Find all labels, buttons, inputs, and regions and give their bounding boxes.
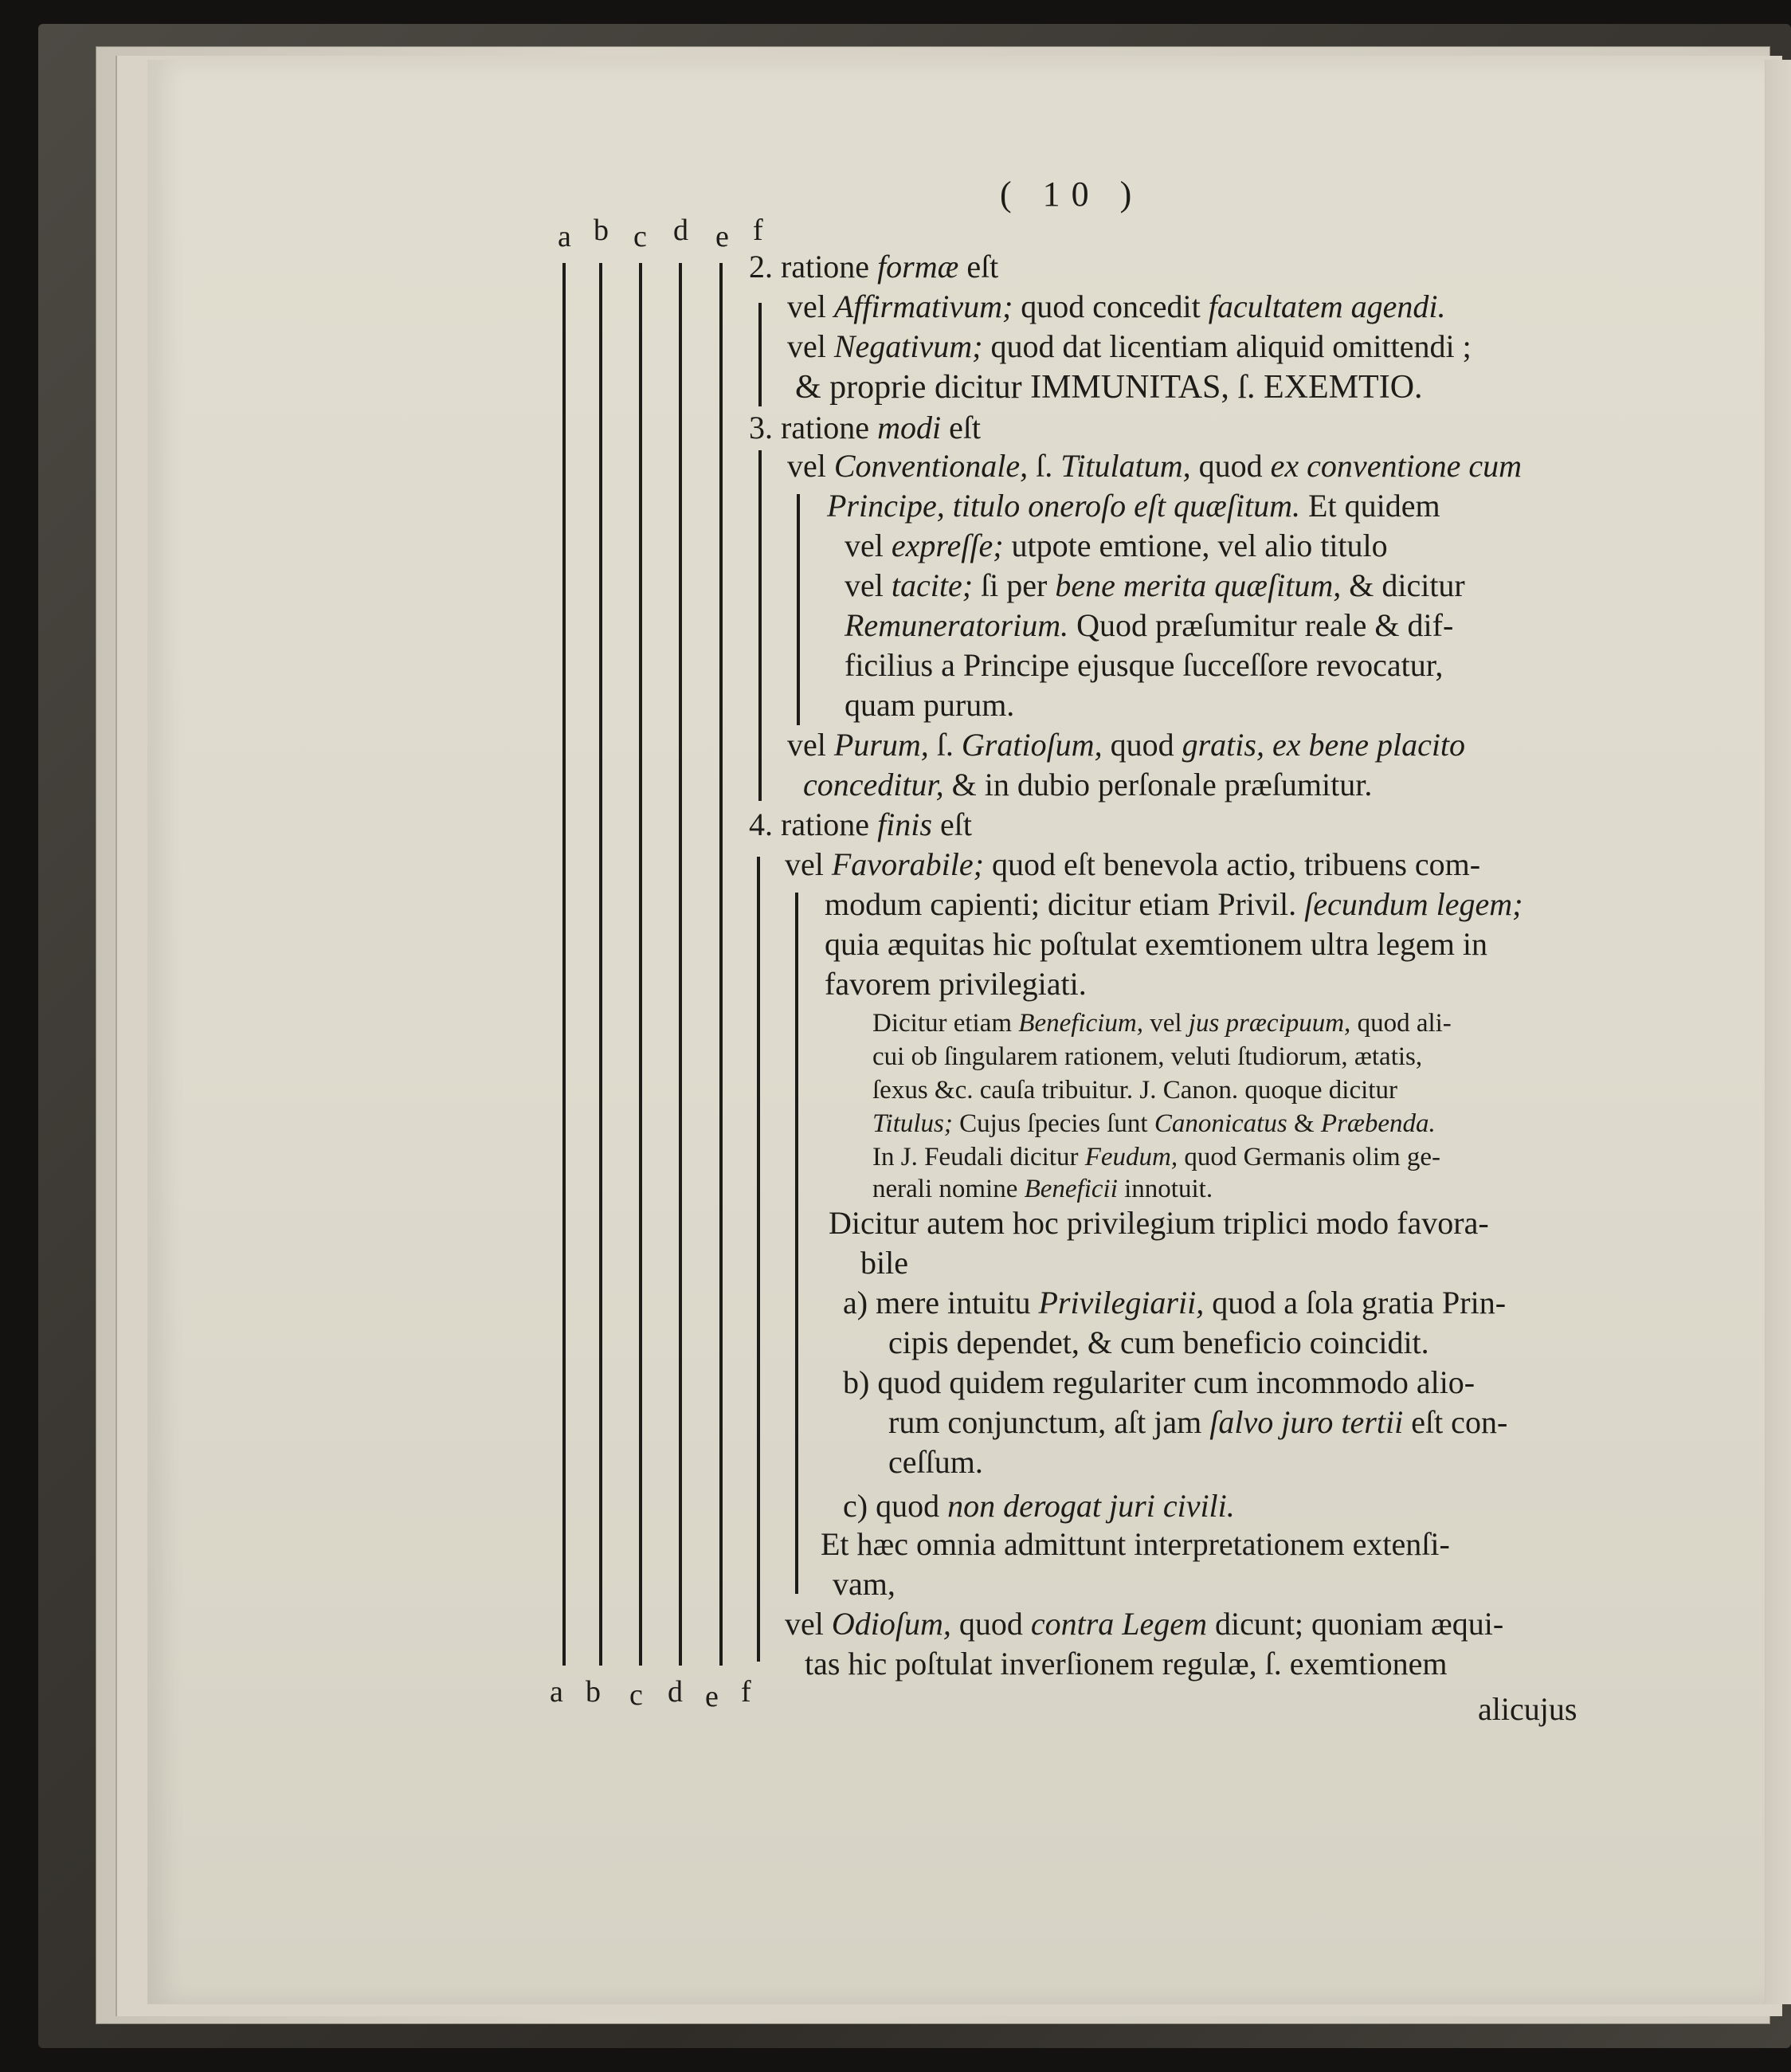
italic-text-segment: jus præcipuum, bbox=[1188, 1009, 1351, 1038]
text-line-1 bbox=[749, 251, 998, 283]
text-segment: vel bbox=[1142, 1009, 1189, 1038]
italic-text-segment: Beneficium, bbox=[1018, 1009, 1143, 1038]
text-line-18 bbox=[825, 928, 1487, 960]
italic-text-segment: facultatem agendi. bbox=[1208, 288, 1446, 324]
text-segment: vel bbox=[845, 567, 892, 603]
text-segment: favorem privilegiati. bbox=[825, 966, 1087, 1002]
text-line-6 bbox=[787, 450, 1522, 482]
text-line-13 bbox=[787, 729, 1465, 761]
text-line-7 bbox=[827, 490, 1440, 522]
text-line-20 bbox=[872, 1010, 1452, 1037]
column-letter-top-a: a bbox=[558, 220, 571, 253]
column-letter-bottom-e: e bbox=[705, 1680, 719, 1713]
text-line-9 bbox=[845, 567, 1465, 603]
bracket-line-e bbox=[719, 263, 723, 1666]
italic-text-segment: bene merita quæſitum, bbox=[1055, 567, 1342, 603]
text-segment: eſt bbox=[941, 410, 982, 445]
italic-text-segment: ſecundum legem; bbox=[1304, 886, 1523, 922]
text-segment: ſ. bbox=[928, 727, 962, 763]
italic-text-segment: ex conventione cum bbox=[1270, 448, 1523, 484]
bracket-line-d bbox=[679, 263, 682, 1666]
text-line-23 bbox=[872, 1111, 1436, 1137]
bracket-line-f-sub2 bbox=[758, 450, 762, 801]
text-segment: quod ali- bbox=[1350, 1009, 1452, 1038]
italic-text-segment: Feudum, bbox=[1084, 1143, 1178, 1171]
text-segment: vel bbox=[787, 448, 834, 484]
italic-text-segment: conceditur, bbox=[803, 767, 944, 803]
text-line-21 bbox=[872, 1044, 1422, 1070]
text-segment: eſt con- bbox=[1403, 1404, 1508, 1440]
text-line-27 bbox=[860, 1247, 908, 1279]
text-segment: b) quod quidem regulariter cum incommodo alio- bbox=[843, 1364, 1476, 1400]
text-segment: innotuit. bbox=[1117, 1175, 1213, 1203]
text-segment: quod Germanis olim ge- bbox=[1178, 1143, 1441, 1171]
text-segment: Et quidem bbox=[1300, 488, 1440, 524]
text-segment: & dicitur bbox=[1341, 567, 1465, 603]
facing-page-edge bbox=[1761, 60, 1791, 2004]
text-line-30 bbox=[843, 1364, 1476, 1400]
text-segment: vel bbox=[785, 846, 832, 882]
text-segment: quod dat licentiam aliquid omittendi ; bbox=[982, 328, 1472, 364]
bracket-line-f-sub3 bbox=[757, 857, 760, 1662]
italic-text-segment: Canonicatus bbox=[1154, 1109, 1287, 1138]
column-letter-bottom-f: f bbox=[741, 1675, 751, 1709]
italic-text-segment: Remuneratorium. bbox=[845, 607, 1069, 643]
text-segment: ficilius a Principe ejusque ſucceſſore revocatur, bbox=[845, 647, 1444, 683]
italic-text-segment: Purum, bbox=[833, 727, 929, 763]
column-letter-top-f: f bbox=[753, 214, 763, 247]
text-segment: nerali nomine bbox=[872, 1175, 1025, 1203]
text-line-14 bbox=[803, 769, 1372, 801]
text-segment: dicunt; quoniam æqui- bbox=[1206, 1606, 1504, 1642]
column-letter-bottom-a: a bbox=[550, 1675, 563, 1709]
text-segment: cipis dependet, & cum beneficio coincidit. bbox=[888, 1324, 1429, 1360]
text-segment: Cujus ſpecies ſunt bbox=[952, 1109, 1154, 1138]
text-segment: Dicitur autem hoc privilegium triplici modo favora- bbox=[829, 1205, 1489, 1241]
text-line-26 bbox=[829, 1207, 1489, 1239]
text-segment: 3. ratione bbox=[749, 410, 878, 445]
italic-text-segment: Conventionale, bbox=[833, 448, 1029, 484]
text-line-28 bbox=[843, 1287, 1506, 1319]
text-segment: quam purum. bbox=[845, 687, 1015, 723]
italic-text-segment: modi bbox=[877, 410, 942, 445]
italic-text-segment: Titulatum, bbox=[1060, 448, 1191, 484]
text-segment: 2. ratione bbox=[749, 249, 878, 285]
text-line-37 bbox=[805, 1648, 1447, 1680]
text-segment: 4. ratione bbox=[749, 806, 878, 842]
italic-text-segment: Gratioſum, bbox=[961, 727, 1103, 763]
column-letter-top-c: c bbox=[633, 220, 647, 253]
text-line-34 bbox=[821, 1528, 1450, 1560]
text-segment: quod eſt benevola actio, tribuens com- bbox=[983, 846, 1481, 882]
italic-text-segment: Odioſum, bbox=[831, 1606, 951, 1642]
italic-text-segment: expreſſe; bbox=[891, 528, 1004, 563]
italic-text-segment: Principe, titulo oneroſo eſt quæſitum. bbox=[827, 488, 1301, 524]
text-line-12 bbox=[845, 689, 1014, 721]
text-segment: bile bbox=[860, 1245, 908, 1281]
text-segment: Quod præſumitur reale & dif- bbox=[1068, 607, 1454, 643]
column-letter-bottom-d: d bbox=[668, 1675, 683, 1709]
bracket-line-g-sub3 bbox=[795, 893, 798, 1594]
text-segment: quod bbox=[1102, 727, 1182, 763]
bracket-line-f-sub1 bbox=[758, 303, 762, 406]
text-segment: quod a ſola gratia Prin- bbox=[1204, 1285, 1507, 1321]
text-line-24 bbox=[872, 1144, 1440, 1171]
text-segment: alicujus bbox=[1478, 1691, 1577, 1727]
text-segment: vam, bbox=[833, 1566, 896, 1602]
text-line-36 bbox=[785, 1608, 1503, 1640]
italic-text-segment: Titulus; bbox=[872, 1109, 953, 1138]
text-segment: vel bbox=[787, 328, 834, 364]
bracket-line-g-sub2 bbox=[797, 494, 800, 725]
text-line-10 bbox=[845, 607, 1454, 643]
text-line-17 bbox=[825, 886, 1523, 922]
text-segment: modum capienti; dicitur etiam Privil. bbox=[825, 886, 1305, 922]
text-line-15 bbox=[749, 806, 972, 842]
text-segment: & in dubio perſonale præſumitur. bbox=[943, 767, 1373, 803]
text-line-16 bbox=[785, 846, 1481, 882]
italic-text-segment: Privilegiarii, bbox=[1038, 1285, 1205, 1321]
text-segment: ſ. bbox=[1028, 448, 1061, 484]
text-segment: rum conjunctum, aſt jam bbox=[888, 1404, 1210, 1440]
text-segment: eſt bbox=[931, 806, 972, 842]
italic-text-segment: Favorabile; bbox=[831, 846, 984, 882]
text-segment: quia æquitas hic poſtulat exemtionem ultra legem in bbox=[825, 926, 1488, 962]
text-segment: Et hæc omnia admittunt interpretationem extenſi- bbox=[821, 1526, 1450, 1562]
column-letter-top-d: d bbox=[673, 214, 688, 247]
text-line-35 bbox=[833, 1568, 896, 1600]
text-segment: quod concedit bbox=[1013, 288, 1209, 324]
text-segment: a) mere intuitu bbox=[843, 1285, 1039, 1321]
text-line-4 bbox=[795, 371, 1423, 404]
italic-text-segment: Affirmativum; bbox=[833, 288, 1013, 324]
text-line-32 bbox=[888, 1446, 983, 1478]
text-line-38 bbox=[1478, 1693, 1577, 1725]
text-line-11 bbox=[845, 649, 1443, 681]
text-line-22 bbox=[872, 1077, 1397, 1104]
italic-text-segment: finis bbox=[877, 806, 932, 842]
italic-text-segment: gratis, ex bene placito bbox=[1182, 727, 1466, 763]
text-segment: ſexus &c. cauſa tribuitur. J. Canon. quoque dicitur bbox=[872, 1076, 1397, 1105]
text-line-33 bbox=[843, 1490, 1235, 1522]
italic-text-segment: contra Legem bbox=[1030, 1606, 1207, 1642]
text-segment: eſt bbox=[958, 249, 999, 285]
column-letter-top-e: e bbox=[715, 220, 729, 253]
text-line-31 bbox=[888, 1404, 1508, 1440]
bracket-line-b bbox=[599, 263, 602, 1666]
text-segment: tas hic poſtulat inverſionem regulæ, ſ. exemtionem bbox=[805, 1646, 1448, 1682]
page-number: ( 10 ) bbox=[1000, 175, 1143, 214]
italic-text-segment: tacite; bbox=[891, 567, 974, 603]
text-segment: ſi per bbox=[973, 567, 1056, 603]
text-segment: utpote emtione, vel alio titulo bbox=[1003, 528, 1388, 563]
text-segment: & bbox=[1287, 1109, 1321, 1138]
text-segment: ceſſum. bbox=[888, 1444, 983, 1480]
text-line-8 bbox=[845, 530, 1388, 562]
text-line-19 bbox=[825, 968, 1087, 1000]
italic-text-segment: ſalvo juro tertii bbox=[1209, 1404, 1404, 1440]
text-segment: vel bbox=[787, 727, 834, 763]
italic-text-segment: Negativum; bbox=[833, 328, 983, 364]
text-segment: c) quod bbox=[843, 1488, 948, 1524]
text-segment: In J. Feudali dicitur bbox=[872, 1143, 1085, 1171]
italic-text-segment: formæ bbox=[877, 249, 959, 285]
column-letter-top-b: b bbox=[594, 214, 609, 247]
text-segment: vel bbox=[845, 528, 892, 563]
text-line-25 bbox=[872, 1176, 1213, 1203]
text-line-29 bbox=[888, 1324, 1429, 1360]
italic-text-segment: non derogat juri civili. bbox=[947, 1488, 1235, 1524]
text-segment: Dicitur etiam bbox=[872, 1009, 1019, 1038]
text-segment: quod bbox=[950, 1606, 1031, 1642]
text-line-2 bbox=[787, 288, 1446, 324]
text-segment: quod bbox=[1190, 448, 1271, 484]
text-segment: & proprie dicitur IMMUNITAS, ſ. EXEMTIO. bbox=[795, 369, 1423, 406]
text-segment: vel bbox=[785, 1606, 832, 1642]
text-segment: cui ob ſingularem rationem, veluti ſtudiorum, ætatis, bbox=[872, 1042, 1423, 1071]
italic-text-segment: Præbenda. bbox=[1320, 1109, 1436, 1138]
text-line-5 bbox=[749, 412, 981, 444]
text-line-3 bbox=[787, 328, 1472, 364]
italic-text-segment: Beneficii bbox=[1024, 1175, 1118, 1203]
bracket-line-c bbox=[639, 263, 642, 1666]
column-letter-bottom-b: b bbox=[586, 1675, 601, 1709]
bracket-line-a bbox=[562, 263, 566, 1666]
text-segment: vel bbox=[787, 288, 834, 324]
column-letter-bottom-c: c bbox=[629, 1678, 643, 1712]
